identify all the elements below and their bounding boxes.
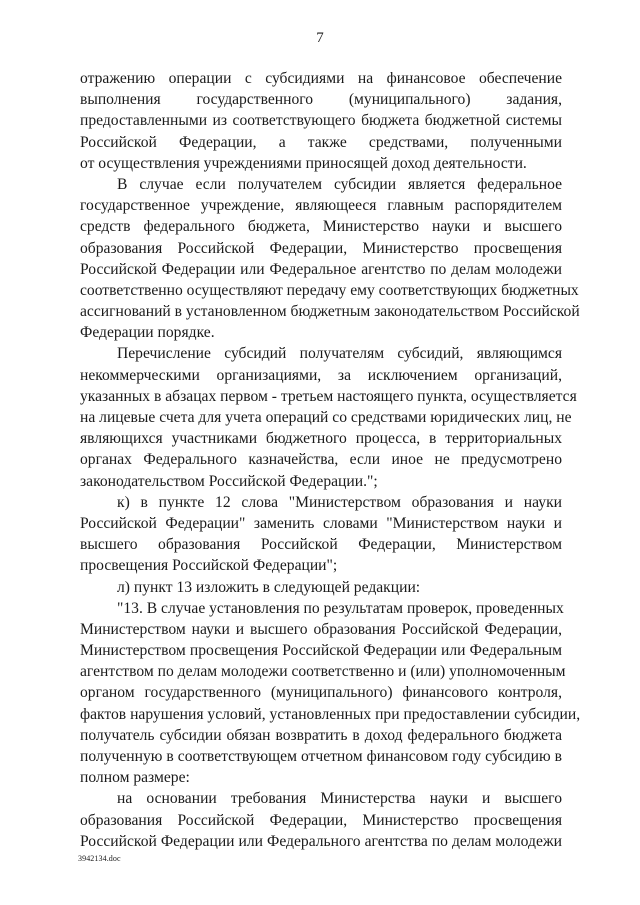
- text-line: на основании требования Министерства науки и высшего: [117, 790, 562, 808]
- text-line: некоммерческими организациями, за исключением организаций,: [80, 366, 562, 384]
- text-line: фактов нарушения условий, установленных при предоставлении субсидии,: [80, 705, 581, 723]
- document-body: [80, 68, 581, 852]
- text-line: В случае если получателем субсидии является федеральное: [117, 175, 562, 193]
- text-line: высшего образования Российской Федерации, Министерством: [80, 536, 562, 554]
- text-line: отражению операции с субсидиями на финансовое обеспечение: [80, 70, 562, 87]
- text-line: от осуществления учреждениями приносящей доход деятельности.: [80, 154, 527, 172]
- text-line: "13. В случае установления по результатам проверок, проведенных: [117, 599, 564, 617]
- text-line: являющихся участниками бюджетного процесса, в территориальных: [80, 430, 562, 448]
- text-line: Федерации порядке.: [80, 324, 215, 342]
- text-line: Министерством науки и высшего образования Российской Федерации,: [80, 620, 562, 638]
- text-line: Российской Федерации или Федерального агентства по делам молодежи: [80, 832, 562, 850]
- footer-filename: 3942134.doc: [78, 854, 121, 863]
- text-line: предоставленными из соответствующего бюджета бюджетной системы: [80, 112, 562, 130]
- text-line: Российской Федерации, а также средствами, полученными: [80, 133, 562, 151]
- text-line: агентством по делам молодежи соответственно и (или) уполномоченным: [80, 663, 566, 681]
- text-line: получатель субсидии обязан возвратить в доход федерального бюджета: [80, 726, 562, 744]
- text-line: Российской Федерации" заменить словами "Министерством науки и: [80, 514, 562, 532]
- text-line: средств федерального бюджета, Министерство науки и высшего: [80, 218, 562, 236]
- text-line: на лицевые счета для учета операций со средствами юридических лиц, не: [80, 409, 572, 426]
- text-line: органом государственного (муниципального) финансового контроля,: [80, 684, 562, 702]
- text-line: законодательством Российской Федерации.";: [80, 472, 378, 490]
- text-line: Министерством просвещения Российской Федерации или Федеральным: [80, 642, 562, 660]
- text-line: ассигнований в установленном бюджетным законодательством Российской: [80, 303, 580, 321]
- text-line: к) в пункте 12 слова "Министерством образования и науки: [117, 493, 562, 511]
- text-line: просвещения Российской Федерации";: [80, 557, 338, 575]
- text-line: полученную в соответствующем отчетном финансовом году субсидию в: [80, 748, 562, 765]
- text-line: органах Федерального казначейства, если иное не предусмотрено: [80, 451, 562, 469]
- text-line: л) пункт 13 изложить в следующей редакции:: [117, 578, 421, 596]
- text-line: полном размере:: [80, 769, 190, 787]
- text-line: Российской Федерации или Федеральное агентство по делам молодежи: [80, 260, 562, 278]
- text-line: образования Российской Федерации, Министерство просвещения: [80, 811, 562, 829]
- text-line: государственное учреждение, являющееся главным распорядителем: [80, 197, 562, 215]
- text-line: Перечисление субсидий получателям субсидий, являющимся: [117, 345, 562, 363]
- text-line: образования Российской Федерации, Министерство просвещения: [80, 239, 562, 257]
- text-line: выполнения государственного (муниципального) задания,: [80, 91, 562, 109]
- text-line: указанных в абзацах первом - третьем настоящего пункта, осуществляется: [80, 387, 577, 405]
- page-number: 7: [316, 30, 324, 46]
- text-line: соответственно осуществляют передачу ему соответствующих бюджетных: [80, 281, 579, 299]
